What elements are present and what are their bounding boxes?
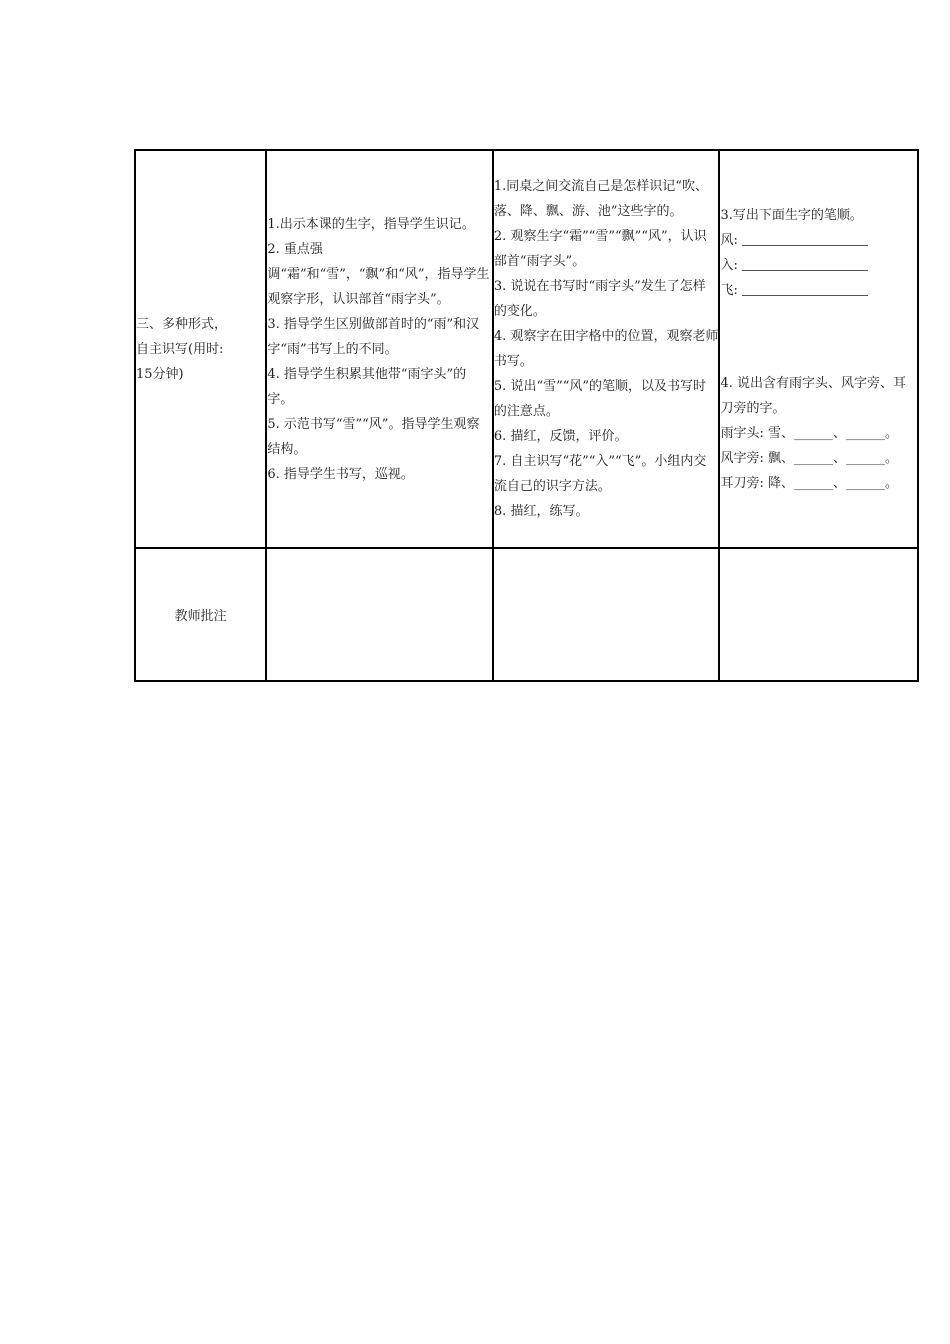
student-step: 3. 说说在书写时“雨字头”发生了怎样的变化。 [493, 279, 706, 319]
task-4: 4. 说出含有雨字头、风字旁、耳刀旁的字。 [720, 375, 907, 416]
exercise-cell [719, 150, 918, 548]
stroke-char: 飞: [720, 282, 738, 298]
stroke-item [720, 228, 917, 253]
notes-cell[interactable] [493, 548, 720, 681]
radical-row: 耳刀旁: 降、______、______。 [720, 475, 898, 491]
student-step: 4. 观察字在田字格中的位置，观察老师书写。 [493, 329, 719, 369]
student-step: 2. 观察生字“霜”“雪”“飘”“风”，认识部首“雨字头”。 [493, 229, 707, 269]
student-step: 8. 描红，练写。 [493, 504, 589, 519]
teacher-step: 5. 示范书写“雪”“风”。指导学生观察结构。 [267, 416, 480, 457]
radical-row: 风字旁: 飘、______、______。 [720, 450, 898, 466]
stage-line: 三、多种形式， [136, 316, 228, 332]
student-step: 5. 说出“雪”“风”的笔顺，以及书写时的注意点。 [493, 379, 707, 419]
answer-blank[interactable] [742, 281, 868, 296]
stage-cell [135, 150, 266, 548]
teacher-step: 1.出示本课的生字，指导学生识记。 [267, 216, 475, 232]
student-step: 7. 自主识写“花”“入”“飞”。小组内交流自己的识字方法。 [493, 454, 707, 494]
notes-cell[interactable] [719, 548, 918, 681]
student-activity-cell [493, 150, 720, 548]
stage-line: 自主识写(用时: [136, 341, 224, 357]
teacher-step: 3. 指导学生区别做部首时的“雨”和汉字“雨”书写上的不同。 [267, 316, 480, 357]
activity-row [135, 150, 918, 548]
teacher-step: 6. 指导学生书写，巡视。 [267, 466, 414, 482]
notes-cell[interactable] [266, 548, 493, 681]
lesson-plan-table [134, 149, 919, 682]
teacher-step: 2. 重点强调“霜”和“雪”，“飘”和“风”，指导学生观察字形，认识部首“雨字头”。 [267, 241, 490, 307]
answer-blank[interactable] [742, 231, 868, 246]
teacher-activity-cell [266, 150, 493, 548]
stroke-char: 入: [720, 257, 738, 273]
stage-line: 15分钟) [136, 366, 184, 382]
exercise-title: 3.写出下面生字的笔顺。 [720, 207, 863, 223]
student-step: 1.同桌之间交流自己是怎样识记“吹、落、降、飘、游、池”这些字的。 [493, 179, 708, 219]
notes-label: 教师批注 [135, 548, 266, 681]
spacer [720, 303, 917, 371]
radical-row: 雨字头: 雪、______、______。 [720, 425, 898, 441]
student-step: 6. 描红，反馈，评价。 [493, 429, 628, 444]
stroke-char: 风: [720, 232, 738, 248]
stroke-item [720, 278, 917, 303]
stroke-item [720, 253, 917, 278]
answer-blank[interactable] [742, 256, 868, 271]
teacher-step: 4. 指导学生积累其他带“雨字头”的字。 [267, 366, 467, 407]
notes-row [135, 548, 918, 681]
